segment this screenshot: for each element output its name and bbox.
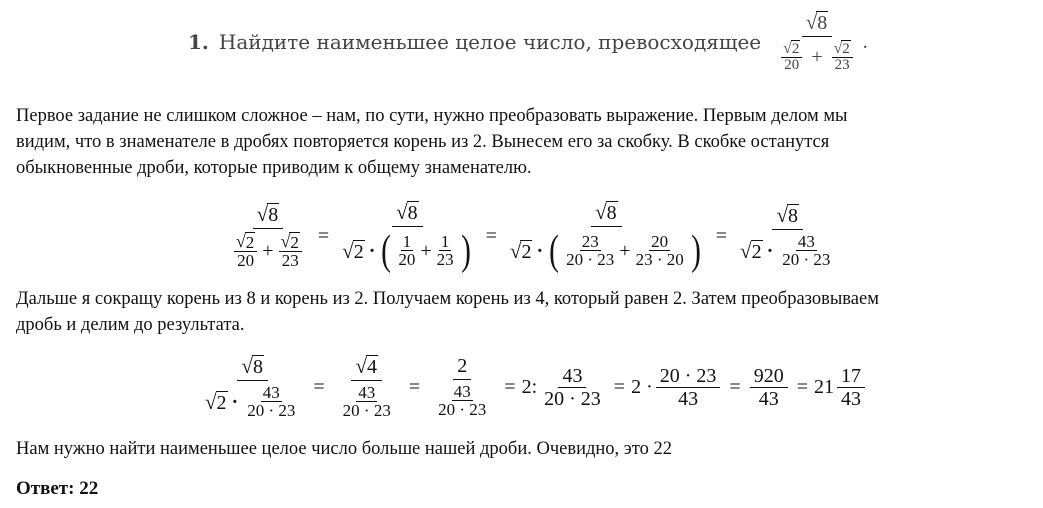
answer-value: 22 xyxy=(79,478,99,499)
eq2-fraction-d: $\frac{43}{20 \cdot 23}$ xyxy=(544,364,601,410)
problem-number: 1. xyxy=(188,30,209,54)
eq2-fraction-e: $\frac{20 \cdot 23}{43}$ xyxy=(656,365,721,410)
answer xyxy=(16,478,98,500)
eq2-product: 2 · xyxy=(631,376,653,398)
answer-label: Ответ: xyxy=(16,478,75,499)
paragraph-1-line-1: Первое задание не слишком сложное – нам, по сути, нужно преобразовать выражение. Первым делом мы xyxy=(16,106,848,126)
eq2-fraction-a: √ 8 √ 2 · $\frac{43}{20 \cdot 23}$ xyxy=(205,354,296,420)
eq1-fraction-b: √ 8 √ 2 · ( $\frac{1}{20}$ + $\frac{1}{23}$ ) xyxy=(342,199,471,274)
equation-2: √ 8 √ 2 · $\frac{43}{20 \cdot 23}$ = √ 4 $\frac{43}{20 \cdot 23}$ = $\frac{2}{\frac{43}{20 \cdot 23}}$ = 2: $\frac{43}{20 \cdot 23}$ = 2 · $\frac{20 \cdot 23}{43}$ = $\frac{920}{43}$ = 21 $\frac{17}{43}$ xyxy=(198,348,868,426)
problem-statement xyxy=(188,8,868,76)
eq2-fraction-f: $\frac{920}{43}$ xyxy=(750,365,788,410)
eq2-fraction-g: $\frac{17}{43}$ xyxy=(837,365,865,410)
paragraph-1-line-3: обыкновенные дроби, которые приводим к общему знаменателю. xyxy=(16,158,532,178)
eq1-fraction-c: √ 8 √ 2 · ( $\frac{23}{20 \cdot 23}$ + $\frac{20}{23 \cdot 20}$ ) xyxy=(509,199,701,274)
paragraph-2-line-1: Дальше я сокращу корень из 8 и корень из 2. Получаем корень из 4, который равен 2. Затем преобразовываем xyxy=(16,289,879,309)
paragraph-2-line-2: дробь и делим до результата. xyxy=(16,315,245,335)
eq2-division: 2: xyxy=(521,376,538,398)
equation-1: √ 8 √ 2 20 + √ 2 23 = √ 8 √ 2 · ( $\frac{1}{20}$ + $\frac{1}{23}$ ) = √ 8 √ 2 · ( $\frac{23}{20 \cdot 23}$ + $\frac{20}{23 \cdot 20}$ ) = √ 8 √ 2 · $\frac{43}{20 \cdot 23}$ xyxy=(224,194,842,278)
problem-text: Найдите наименьшее целое число, превосходящее xyxy=(218,30,762,54)
eq1-fraction-d: √ 8 √ 2 · $\frac{43}{20 \cdot 23}$ xyxy=(740,203,831,269)
eq2-whole-part: 21 xyxy=(813,376,834,398)
eq1-fraction-a: √ 8 √ 2 20 + √ 2 23 xyxy=(227,200,309,272)
paragraph-3: Нам нужно найти наименьшее целое число больше нашей дроби. Очевидно, это 22 xyxy=(16,439,672,459)
problem-fraction: √ 8 √ 2 20 + √ 2 23 . xyxy=(783,10,868,73)
eq2-fraction-b: √ 4 $\frac{43}{20 \cdot 23}$ xyxy=(342,354,391,420)
paragraph-1-line-2: видим, что в знаменателе в дробях повторяется корень из 2. Вынесем его за скобку. В скобке останутся xyxy=(16,132,830,152)
eq2-fraction-c: $\frac{2}{\frac{43}{20 \cdot 23}}$ xyxy=(438,355,487,419)
